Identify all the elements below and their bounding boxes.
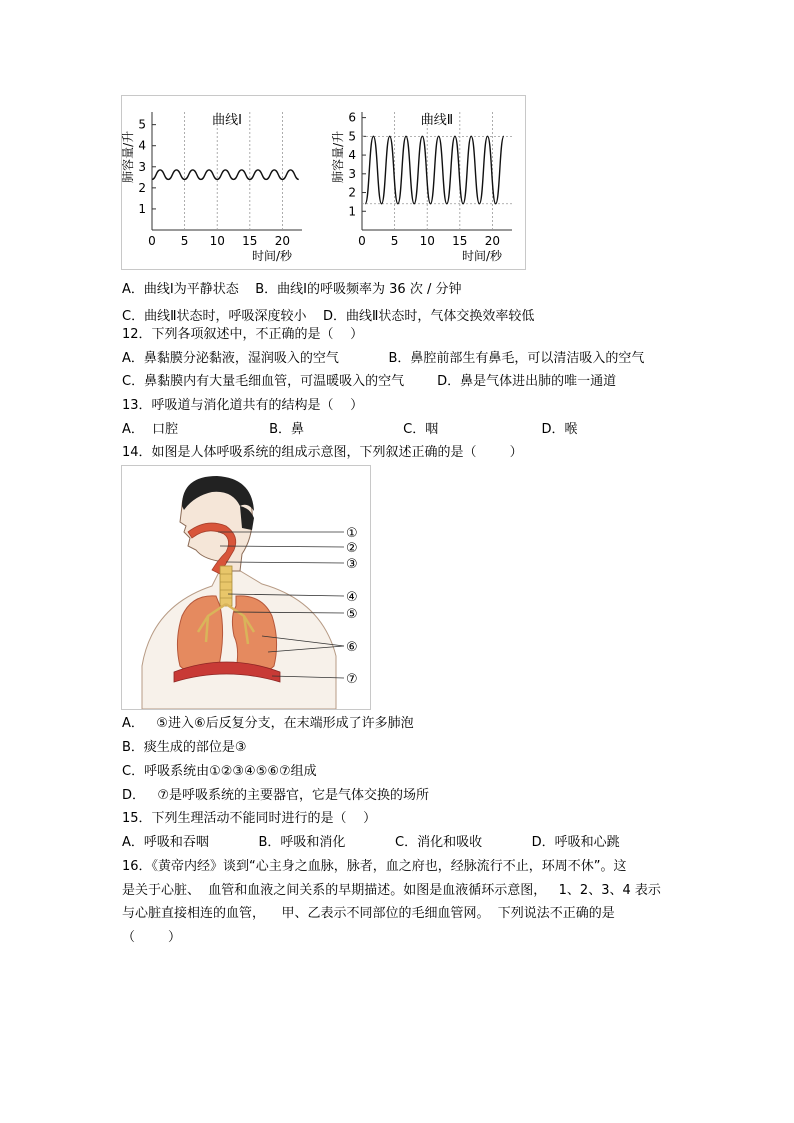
label-2: ②	[346, 541, 358, 556]
series-line	[152, 170, 299, 179]
q15-stem: 15．下列生理活动不能同时进行的是（ ）	[122, 811, 377, 826]
y-tick-label: 4	[348, 148, 356, 163]
q13-stem: 13．呼吸道与消化道共有的结构是（ ）	[122, 398, 364, 413]
q13-options: A． 口腔 B．鼻 C．咽 D．喉	[122, 422, 578, 437]
chart-curve-1	[122, 112, 302, 263]
y-axis-label: 肺容量/升	[331, 130, 345, 183]
x-axis-label: 时间/秒	[251, 249, 293, 263]
y-tick-label: 5	[138, 117, 146, 132]
y-tick-label: 5	[348, 129, 356, 144]
q16-line-4: （ ）	[122, 930, 182, 945]
q14-option-a: A． ⑤进入⑥后反复分支，在末端形成了许多肺泡	[122, 716, 414, 731]
lung-volume-charts	[122, 96, 525, 269]
x-tick-label: 0	[148, 234, 156, 248]
x-tick-label: 5	[180, 234, 189, 248]
label-1: ①	[346, 526, 358, 541]
x-tick-label: 15	[242, 234, 258, 248]
x-tick-label: 15	[452, 234, 468, 248]
label-5: ⑤	[346, 607, 358, 622]
q15-options: A．呼吸和吞咽 B．呼吸和消化 C．消化和吸收 D．呼吸和心跳	[122, 835, 620, 850]
q16-line-1: 16．《黄帝内经》谈到“心主身之血脉，脉者，血之府也，经脉流行不止，环周不休”。这	[122, 859, 627, 874]
label-4: ④	[346, 590, 358, 605]
y-tick-label: 2	[138, 180, 146, 195]
lung-volume-chart-figure	[121, 95, 526, 270]
y-tick-label: 6	[348, 110, 356, 125]
q14-option-d: D． ⑦是呼吸系统的主要器官，它是气体交换的场所	[122, 788, 430, 803]
q14-option-c: C．呼吸系统由①②③④⑤⑥⑦组成	[122, 764, 317, 779]
x-tick-label: 10	[209, 234, 225, 248]
y-tick-label: 3	[348, 166, 356, 181]
q11-option-ab: A．曲线Ⅰ为平静状态 B．曲线Ⅰ的呼吸频率为 36 次 / 分钟	[122, 282, 462, 297]
q12-stem: 12．下列各项叙述中，不正确的是（ ）	[122, 327, 364, 342]
q12-option-ab: A．鼻黏膜分泌黏液，湿润吸入的空气 B．鼻腔前部生有鼻毛，可以清洁吸入的空气	[122, 351, 645, 366]
q14-stem: 14．如图是人体呼吸系统的组成示意图，下列叙述正确的是（ ）	[122, 445, 523, 460]
x-axis-label: 时间/秒	[461, 249, 503, 263]
label-6: ⑥	[346, 640, 358, 655]
x-tick-label: 20	[484, 234, 501, 248]
respiratory-system-figure	[121, 465, 371, 710]
x-tick-label: 20	[274, 234, 291, 248]
q16-line-2: 是关于心脏、 血管和血液之间关系的早期描述。如图是血液循环示意图， 1、2、3、4 表示	[122, 883, 661, 898]
y-tick-label: 2	[348, 185, 356, 200]
chart-title: 曲线Ⅰ	[212, 113, 242, 128]
y-tick-label: 3	[138, 159, 146, 174]
y-tick-label: 1	[138, 201, 146, 216]
x-tick-label: 0	[358, 234, 366, 248]
label-7: ⑦	[346, 672, 358, 687]
q11-option-cd: C．曲线Ⅱ状态时，呼吸深度较小 D．曲线Ⅱ状态时，气体交换效率较低	[122, 309, 535, 324]
y-tick-label: 4	[138, 138, 146, 153]
chart-curve-2	[330, 111, 512, 263]
y-axis-label: 肺容量/升	[122, 130, 135, 183]
y-tick-label: 1	[348, 204, 356, 219]
q12-option-cd: C．鼻黏膜内有大量毛细血管，可温暖吸入的空气 D．鼻是气体进出肺的唯一通道	[122, 374, 617, 389]
chart-title: 曲线Ⅱ	[420, 113, 454, 128]
series-line	[365, 136, 504, 203]
x-tick-label: 10	[419, 234, 435, 248]
x-tick-label: 5	[390, 234, 399, 248]
label-3: ③	[346, 557, 358, 572]
respiratory-system-illustration	[122, 466, 370, 709]
q16-line-3: 与心脏直接相连的血管， 甲、乙表示不同部位的毛细血管网。 下列说法不正确的是	[122, 906, 615, 921]
q14-option-b: B．痰生成的部位是③	[122, 740, 247, 755]
